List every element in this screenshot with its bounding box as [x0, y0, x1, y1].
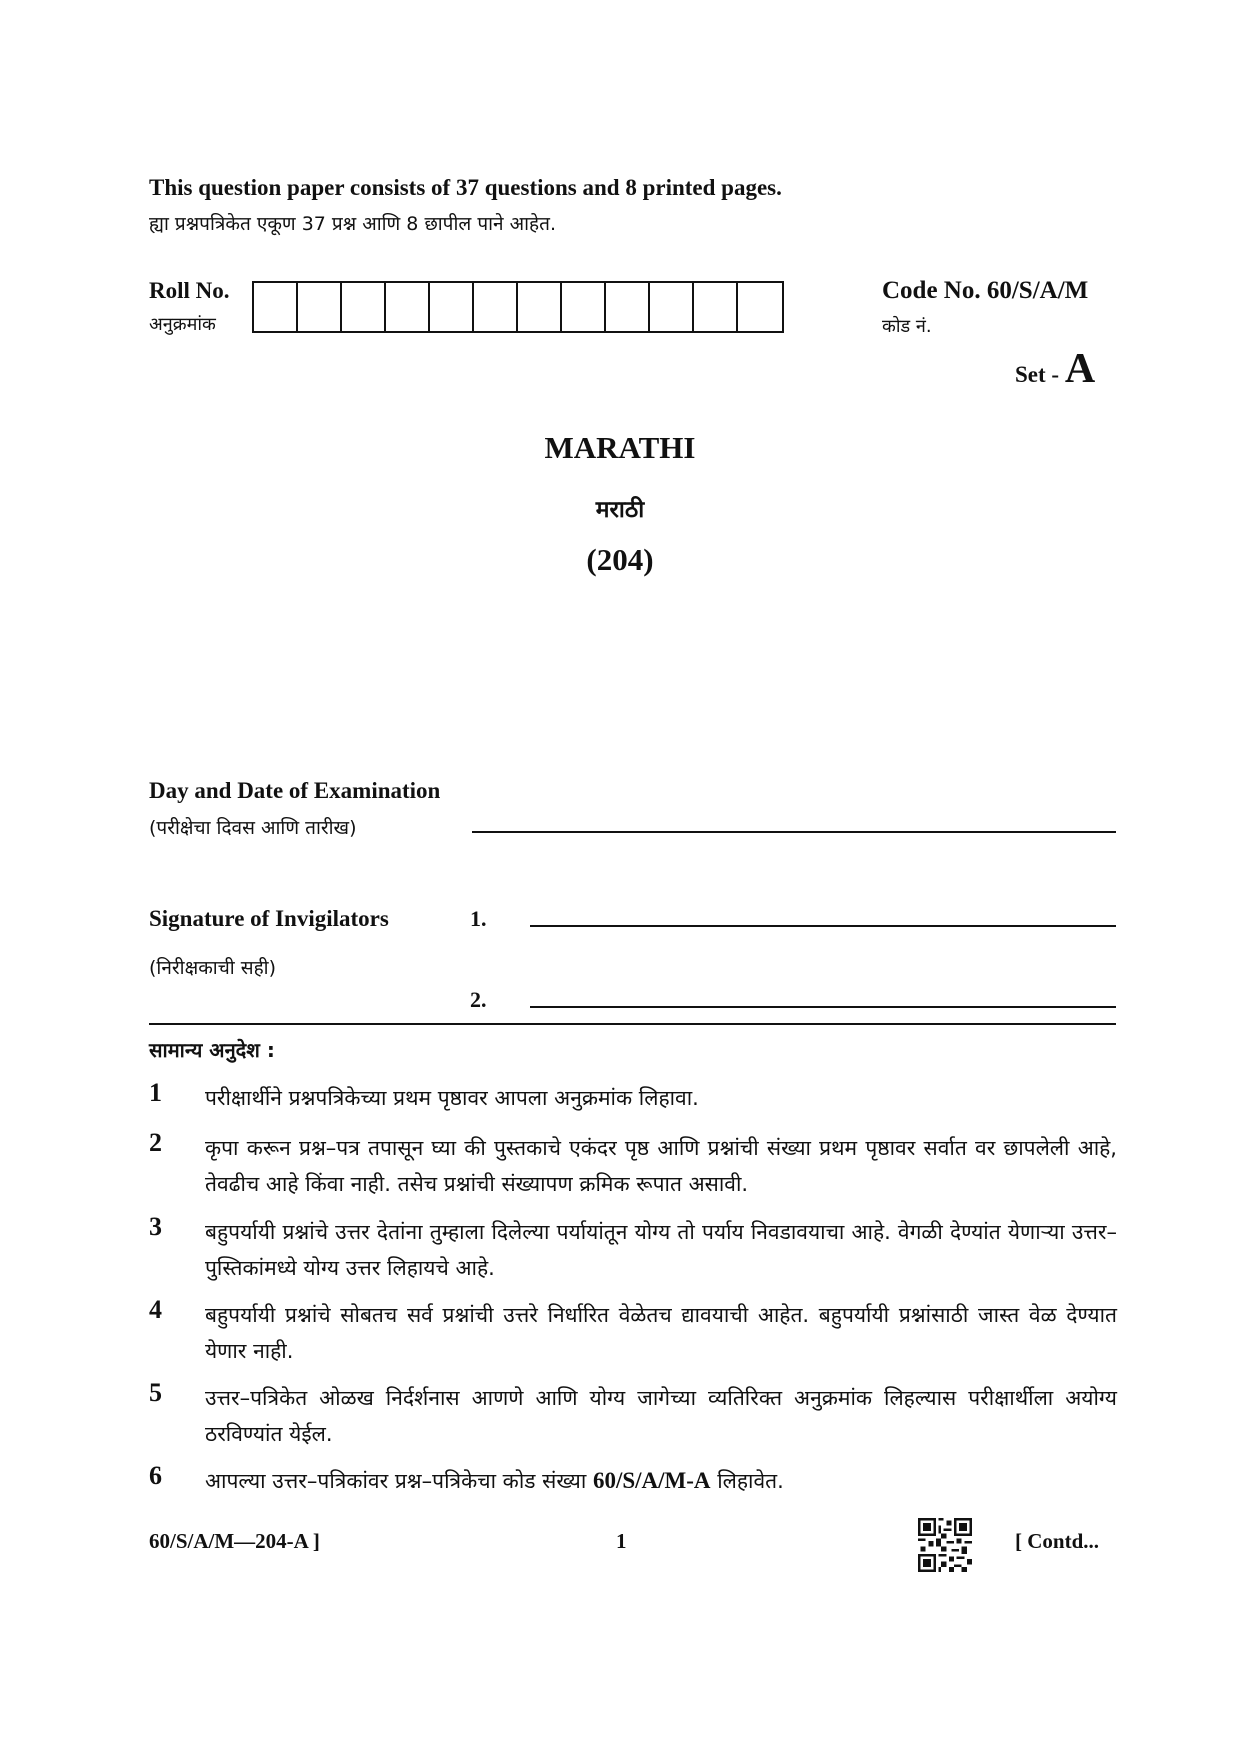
invigilator-number-2: 2. — [470, 987, 487, 1012]
instruction-number: 1 — [149, 1078, 162, 1107]
instruction-number: 4 — [149, 1295, 162, 1324]
instructions-heading: सामान्य अनुदेश : — [149, 1038, 275, 1062]
roll-number-boxes[interactable] — [252, 281, 784, 333]
roll-number-box[interactable] — [254, 283, 298, 331]
set-value: A — [1064, 346, 1096, 392]
roll-number-box[interactable] — [298, 283, 342, 331]
answer-sheet-code: 60/S/A/M-A — [592, 1468, 711, 1493]
instruction-number: 5 — [149, 1378, 162, 1407]
section-divider — [149, 1023, 1116, 1025]
roll-number-box[interactable] — [474, 283, 518, 331]
invigilator-signature-label: Signature of Invigilators — [149, 906, 389, 931]
roll-number-box[interactable] — [430, 283, 474, 331]
instruction-text — [205, 1463, 1117, 1499]
roll-number-box[interactable] — [562, 283, 606, 331]
page-count-statement: This question paper consists of 37 questions and 8 printed pages. — [149, 175, 782, 200]
code-number: Code No. 60/S/A/M — [882, 277, 1089, 304]
instruction-text: कृपा करून प्रश्न–पत्र तपासून घ्या की पुस्तकाचे एकंदर पृष्ठ आणि प्रश्नांची संख्या प्रथम पृष्ठावर सर्वात वर छापलेली आहे, तेवढीच आहे किंवा नाही. तसेच प्रश्नांची संख्यापण क्रमिक रूपात असावी. — [205, 1136, 1117, 1196]
invigilator-signature-field-1[interactable] — [530, 925, 1116, 927]
roll-number-box[interactable] — [386, 283, 430, 331]
code-number-label-marathi: कोड नं. — [882, 316, 932, 337]
continued-label: [ Contd... — [1015, 1529, 1100, 1553]
roll-number-box[interactable] — [738, 283, 782, 331]
roll-number-box[interactable] — [606, 283, 650, 331]
exam-date-field[interactable] — [472, 831, 1116, 833]
invigilator-signature-label-marathi: (निरीक्षकाची सही) — [149, 957, 276, 979]
instruction-text-part: लिहावेत. — [710, 1469, 784, 1493]
invigilator-signature-field-2[interactable] — [530, 1006, 1116, 1008]
instruction-text-part: आपल्या उत्तर–पत्रिकांवर प्रश्न–पत्रिकेचा कोड संख्या — [205, 1469, 593, 1493]
page-count-statement-marathi: ह्या प्रश्नपत्रिकेत एकूण 37 प्रश्न आणि 8 छापील पाने आहेत. — [149, 213, 556, 235]
roll-number-box[interactable] — [694, 283, 738, 331]
roll-number-box[interactable] — [518, 283, 562, 331]
instruction-text: बहुपर्यायी प्रश्नांचे उत्तर देतांना तुम्हाला दिलेल्या पर्यायांतून योग्य तो पर्याय निवडावयाचा आहे. वेगळी देण्यांत येणाऱ्या उत्तर–पुस्तिकांमध्ये योग्य उत्तर लिहायचे आहे. — [205, 1220, 1117, 1280]
footer-paper-code: 60/S/A/M—204-A ] — [149, 1529, 320, 1553]
instruction-text: बहुपर्यायी प्रश्नांचे सोबतच सर्व प्रश्नांची उत्तरे निर्धारित वेळेतच द्यावयाची आहेत. बहुपर्यायी प्रश्नांसाठी जास्त वेळ देण्यात येणार नाही. — [205, 1303, 1117, 1363]
exam-date-label-marathi: (परीक्षेचा दिवस आणि तारीख) — [149, 817, 357, 839]
instruction-text: परीक्षार्थीने प्रश्नपत्रिकेच्या प्रथम पृष्ठावर आपला अनुक्रमांक लिहावा. — [205, 1086, 699, 1110]
set-label: Set - — [1015, 362, 1065, 387]
qr-code-icon — [918, 1518, 972, 1572]
instruction-number: 3 — [149, 1212, 162, 1241]
roll-number-box[interactable] — [342, 283, 386, 331]
subject-code: (204) — [586, 542, 654, 577]
set-indicator — [1015, 345, 1095, 393]
instruction-text: उत्तर–पत्रिकेत ओळख निर्दर्शनास आणणे आणि योग्य जागेच्या व्यतिरिक्त अनुक्रमांक लिहल्यास परीक्षार्थीला अयोग्य ठरविण्यांत येईल. — [205, 1386, 1117, 1446]
roll-number-label: Roll No. — [149, 278, 230, 303]
instruction-number: 2 — [149, 1128, 162, 1157]
roll-number-label-marathi: अनुक्रमांक — [149, 314, 216, 335]
page-number: 1 — [616, 1529, 627, 1553]
instruction-number: 6 — [149, 1461, 162, 1490]
subject-title-marathi: मराठी — [595, 497, 645, 523]
roll-number-box[interactable] — [650, 283, 694, 331]
invigilator-number-1: 1. — [470, 906, 487, 931]
exam-date-label: Day and Date of Examination — [149, 778, 441, 803]
subject-title: MARATHI — [544, 430, 696, 465]
